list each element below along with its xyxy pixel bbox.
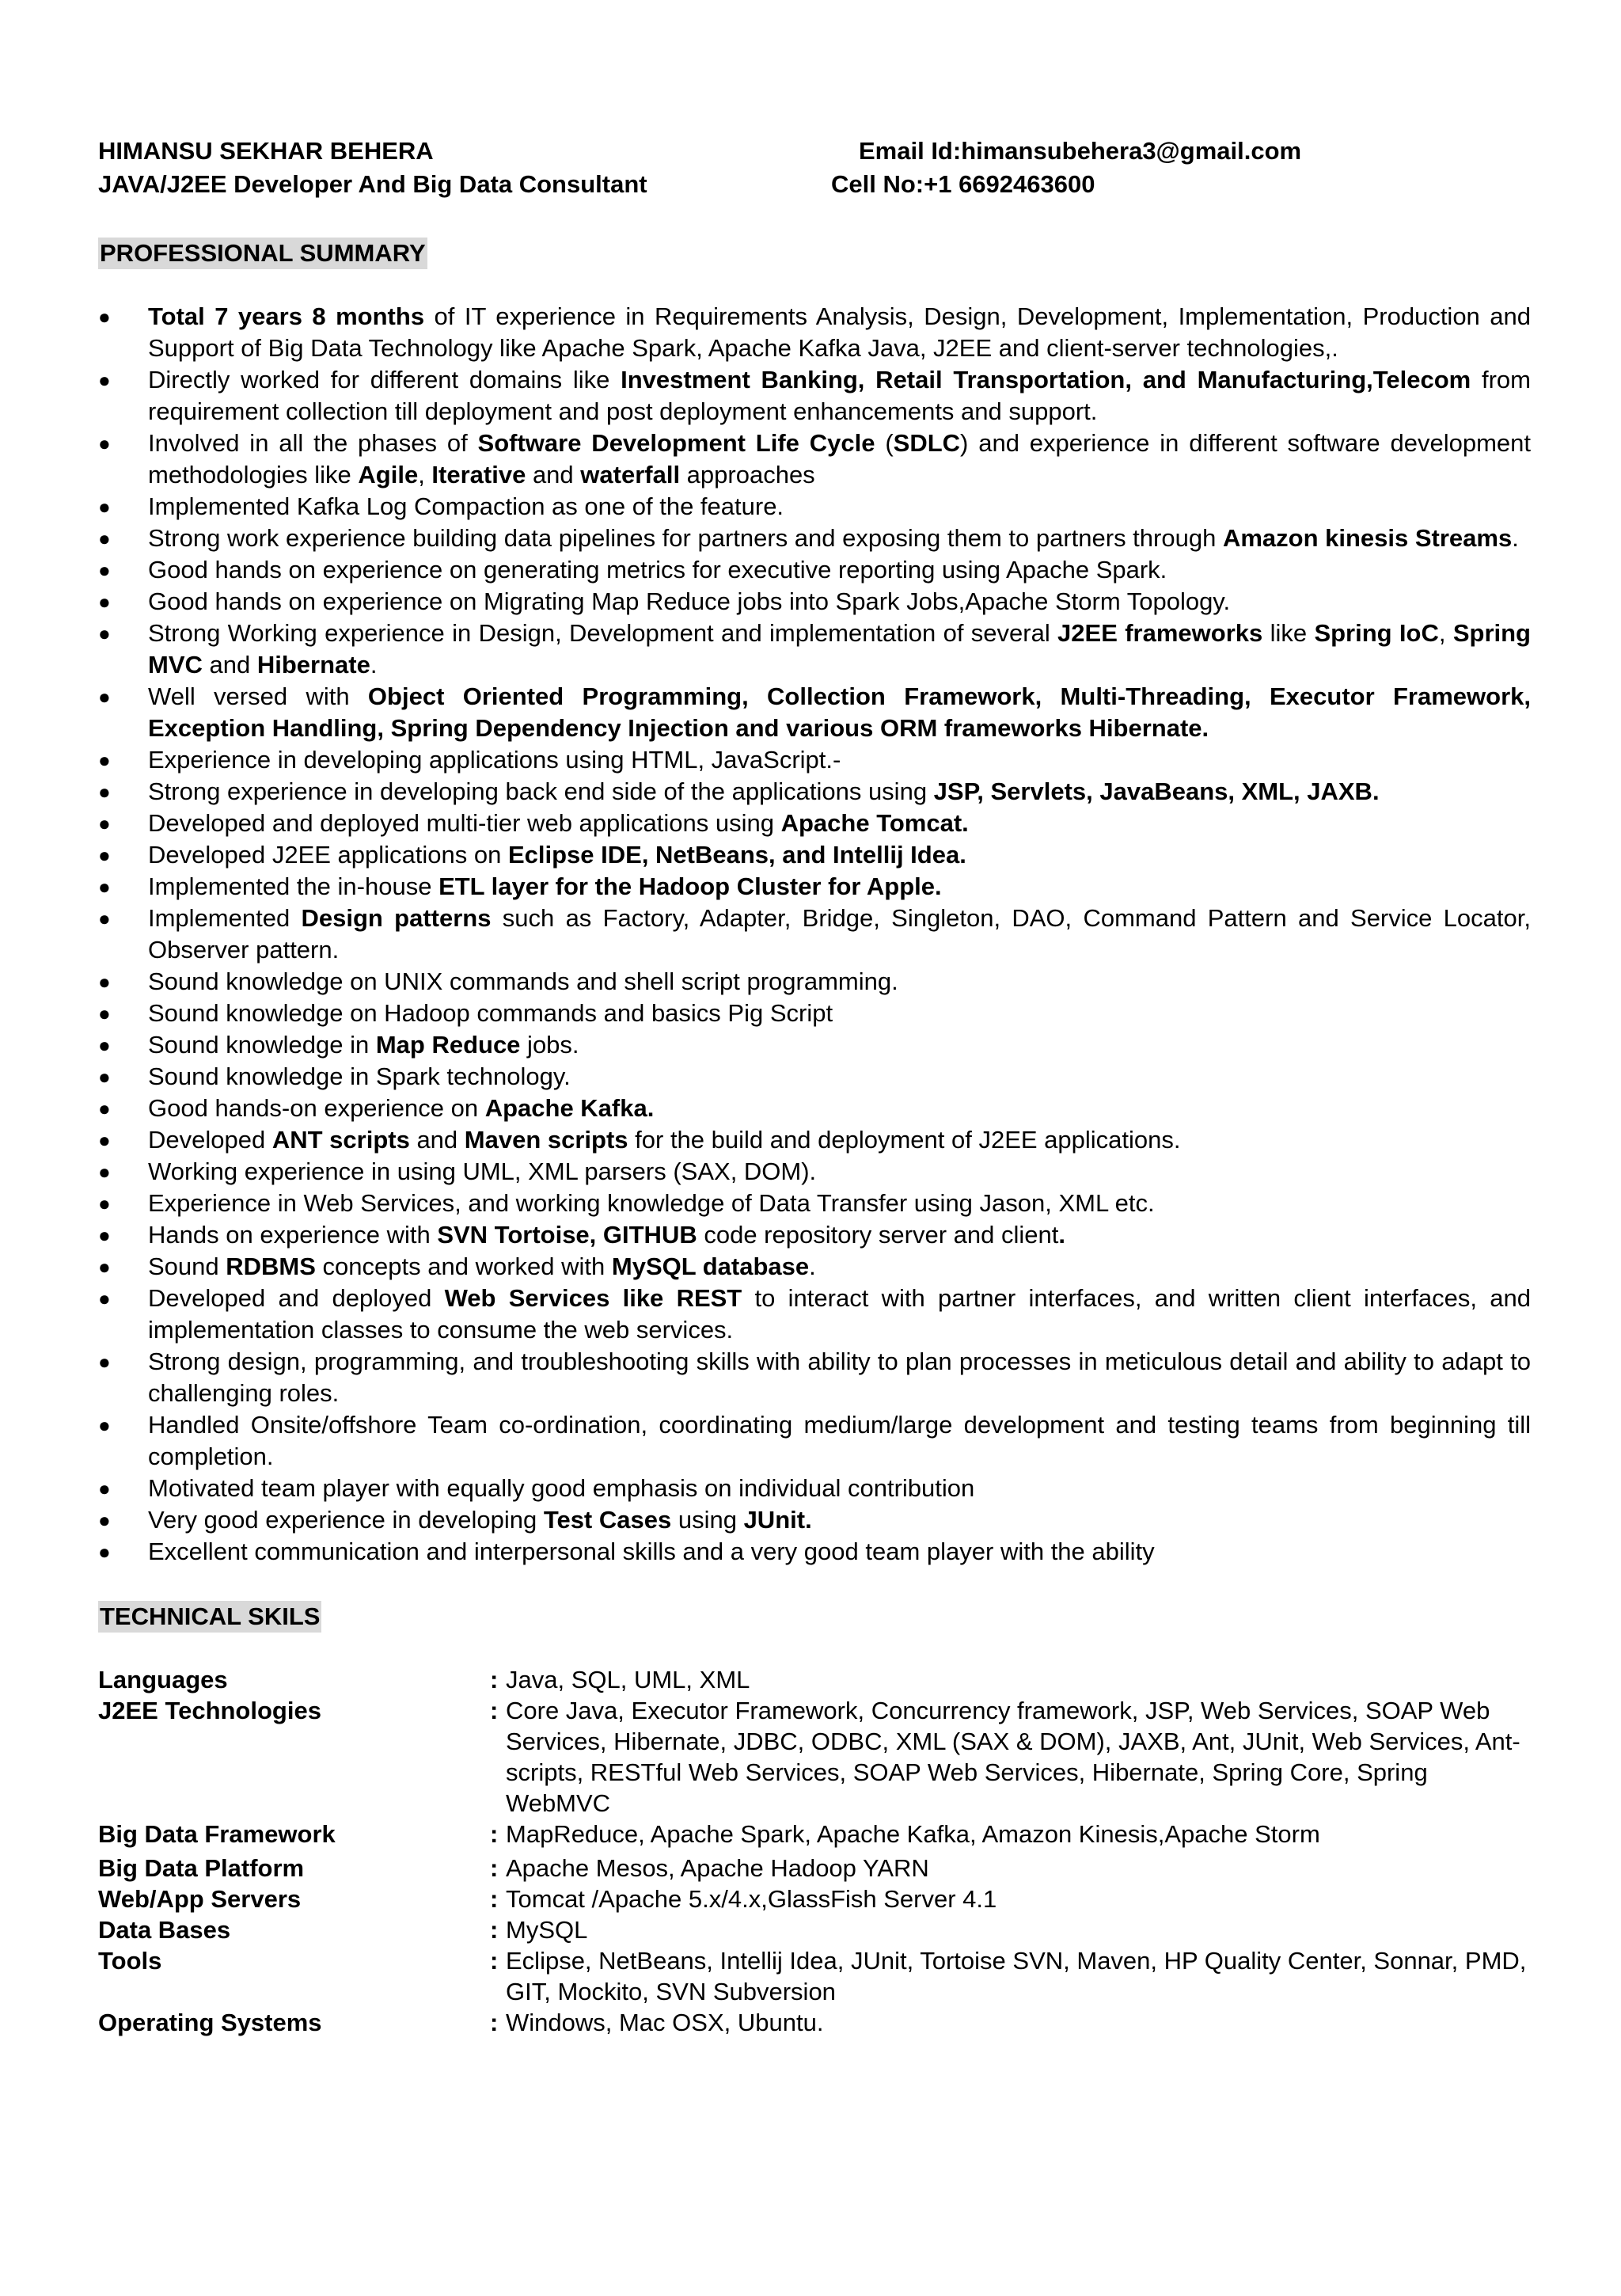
- bullet-icon: ●: [98, 685, 111, 709]
- summary-item-bold-text: Design patterns: [301, 904, 492, 932]
- summary-item-text: Sound knowledge in: [148, 1031, 376, 1059]
- summary-item: [98, 301, 1531, 364]
- summary-item-text: Excellent communication and interpersonal skills and a very good team player with the ability: [148, 1538, 1155, 1565]
- summary-item-text: .: [1512, 524, 1519, 552]
- summary-item: [98, 1504, 1531, 1536]
- summary-item-text: Strong Working experience in Design, Development and implementation of several: [148, 619, 1058, 647]
- summary-item-text: Experience in developing applications using HTML, JavaScript.-: [148, 746, 841, 774]
- summary-item-bold-text: Apache Tomcat.: [780, 809, 969, 837]
- job-title: JAVA/J2EE Developer And Big Data Consultant: [98, 170, 647, 198]
- summary-item-text: using: [671, 1506, 744, 1534]
- summary-item: [98, 428, 1531, 491]
- summary-item: [98, 1188, 1531, 1219]
- summary-item-text: Good hands-on experience on: [148, 1094, 485, 1122]
- bullet-icon: ●: [98, 875, 111, 899]
- summary-item: [98, 1061, 1531, 1093]
- skill-category: Data Bases: [98, 1916, 231, 1944]
- summary-item-text: Developed and deployed: [148, 1284, 445, 1312]
- summary-item: [98, 776, 1531, 808]
- skill-colon: :: [490, 2009, 499, 2036]
- summary-item-bold-text: MySQL database: [611, 1253, 810, 1280]
- summary-item-bold-text: Eclipse IDE, NetBeans, and Intellij Idea.: [507, 841, 966, 869]
- skill-category: Big Data Framework: [98, 1820, 336, 1848]
- summary-item-bold-text: Agile: [358, 461, 419, 488]
- summary-item: [98, 808, 1531, 839]
- bullet-icon: ●: [98, 1350, 111, 1374]
- summary-item: [98, 1156, 1531, 1188]
- bullet-icon: ●: [98, 907, 111, 930]
- bullet-icon: ●: [98, 431, 111, 455]
- summary-item: [98, 1536, 1531, 1568]
- summary-item-text: Hands on experience with: [148, 1221, 438, 1249]
- summary-item-bold-text: Spring MVC: [148, 619, 1531, 679]
- summary-item: [98, 1283, 1531, 1346]
- bullet-icon: ●: [98, 843, 111, 867]
- skill-category: Tools: [98, 1947, 162, 1975]
- summary-item-text: Strong design, programming, and troubleshooting skills with ability to plan processes in meticulous detail and ability to adapt to challenging roles.: [148, 1348, 1531, 1407]
- header-row-1: [98, 135, 1531, 168]
- summary-item-text: jobs.: [520, 1031, 579, 1059]
- summary-item-text: of IT experience in Requirements Analysis, Design, Development, Implementation, Production and Support of Big Data Technology like Apache Spark, Apache Kafka Java, J2EE and client-server technologies,.: [148, 302, 1531, 362]
- professional-summary-heading: PROFESSIONAL SUMMARY: [98, 238, 427, 269]
- candidate-name: HIMANSU SEKHAR BEHERA: [98, 137, 434, 165]
- summary-item-bold-text: Hibernate: [256, 651, 370, 679]
- skill-row: [98, 1664, 1531, 1695]
- skill-values: Tomcat /Apache 5.x/4.x,GlassFish Server 4.1: [506, 1885, 997, 1913]
- summary-item-text: Implemented the in-house: [148, 872, 439, 900]
- summary-item-text: concepts and worked with: [315, 1253, 612, 1280]
- summary-item-text: and: [526, 461, 581, 488]
- bullet-icon: ●: [98, 748, 111, 772]
- summary-item-text: Sound knowledge in Spark technology.: [148, 1062, 571, 1090]
- summary-item: [98, 1409, 1531, 1473]
- resume-page: [98, 135, 1531, 2038]
- bullet-icon: ●: [98, 1287, 111, 1310]
- summary-item-text: code repository server and client: [697, 1221, 1059, 1249]
- bullet-icon: ●: [98, 1128, 111, 1152]
- bullet-icon: ●: [98, 526, 111, 550]
- summary-item-bold-text: SDLC: [893, 429, 961, 457]
- summary-item: [98, 998, 1531, 1029]
- summary-item: [98, 586, 1531, 618]
- skill-colon: :: [490, 1947, 499, 1975]
- bullet-icon: ●: [98, 1065, 111, 1089]
- skill-colon: :: [490, 1697, 499, 1724]
- summary-item-bold-text: RDBMS: [226, 1253, 316, 1280]
- summary-item-text: Directly worked for different domains like: [148, 366, 621, 393]
- bullet-icon: ●: [98, 1477, 111, 1500]
- skill-colon: :: [490, 1820, 499, 1848]
- summary-item: [98, 1251, 1531, 1283]
- summary-item-bold-text: Maven scripts: [464, 1126, 628, 1154]
- skill-category: Operating Systems: [98, 2009, 322, 2036]
- summary-item: [98, 1124, 1531, 1156]
- summary-item-bold-text: Test Cases: [543, 1506, 672, 1534]
- bullet-icon: ●: [98, 970, 111, 994]
- bullet-icon: ●: [98, 368, 111, 392]
- summary-item-text: .: [370, 651, 378, 679]
- summary-item: [98, 681, 1531, 744]
- summary-item-text: Strong work experience building data pipelines for partners and exposing them to partners through: [148, 524, 1223, 552]
- bullet-icon: ●: [98, 590, 111, 614]
- summary-item-bold-text: Map Reduce: [375, 1031, 521, 1059]
- skill-row: [98, 1849, 1531, 1884]
- skill-row: [98, 1819, 1531, 1849]
- summary-item-bold-text: Iterative: [431, 461, 526, 488]
- bullet-icon: ●: [98, 1097, 111, 1120]
- summary-item: [98, 1219, 1531, 1251]
- summary-item-bold-text: J2EE frameworks: [1057, 619, 1263, 647]
- summary-item-text: like: [1262, 619, 1315, 647]
- summary-item-text: Implemented: [148, 904, 302, 932]
- summary-item-bold-text: Investment Banking, Retail Transportation, and Manufacturing,Telecom: [621, 366, 1471, 393]
- summary-item-text: Very good experience in developing: [148, 1506, 544, 1534]
- technical-skills-heading: TECHNICAL SKILS: [98, 1601, 321, 1633]
- summary-item-text: Sound: [148, 1253, 226, 1280]
- summary-item-bold-text: ANT scripts: [271, 1126, 410, 1154]
- summary-item-bold-text: Spring IoC: [1314, 619, 1439, 647]
- summary-item-text: Involved in all the phases of: [148, 429, 478, 457]
- bullet-icon: ●: [98, 622, 111, 645]
- summary-item-text: Working experience in using UML, XML parsers (SAX, DOM).: [148, 1158, 817, 1185]
- skill-values: Apache Mesos, Apache Hadoop YARN: [506, 1854, 929, 1882]
- summary-item-bold-text: Object Oriented Programming, Collection Framework, Multi-Threading, Executor Framework, Exception Handling, Spring Dependency Injection and various ORM frameworks Hibernate.: [148, 682, 1531, 742]
- summary-item: [98, 491, 1531, 523]
- skill-values: Java, SQL, UML, XML: [506, 1666, 750, 1693]
- bullet-icon: ●: [98, 1192, 111, 1215]
- summary-item-text: such as Factory, Adapter, Bridge, Singleton, DAO, Command Pattern and Service Locator, Observer pattern.: [148, 904, 1531, 964]
- skill-values: Windows, Mac OSX, Ubuntu.: [506, 2009, 824, 2036]
- bullet-icon: ●: [98, 780, 111, 804]
- summary-item-text: Sound knowledge on UNIX commands and shell script programming.: [148, 967, 898, 995]
- skill-row: [98, 1884, 1531, 1914]
- bullet-icon: ●: [98, 558, 111, 582]
- summary-item-text: .: [809, 1253, 816, 1280]
- summary-item-bold-text: JUnit.: [743, 1506, 812, 1534]
- skill-colon: :: [490, 1666, 499, 1693]
- summary-item-text: ,: [1438, 619, 1453, 647]
- summary-item: [98, 966, 1531, 998]
- skill-row: [98, 1695, 1531, 1819]
- skill-category: Languages: [98, 1666, 228, 1693]
- summary-item-text: Handled Onsite/offshore Team co-ordination, coordinating medium/large development and testing teams from beginning till completion.: [148, 1411, 1531, 1470]
- summary-item-bold-text: ETL layer for the Hadoop Cluster for Apple.: [438, 872, 942, 900]
- summary-item-text: Good hands on experience on Migrating Map Reduce jobs into Spark Jobs,Apache Storm Topology.: [148, 587, 1231, 615]
- bullet-icon: ●: [98, 1508, 111, 1532]
- summary-item-text: for the build and deployment of J2EE applications.: [628, 1126, 1181, 1154]
- summary-item-text: ) and experience in different software development methodologies like: [148, 429, 1532, 488]
- summary-item-text: Good hands on experience on generating metrics for executive reporting using Apache Spark.: [148, 556, 1167, 584]
- skill-category: Big Data Platform: [98, 1854, 305, 1882]
- skill-values: MySQL: [506, 1916, 588, 1944]
- summary-item: [98, 903, 1531, 966]
- bullet-icon: ●: [98, 305, 111, 329]
- bullet-icon: ●: [98, 1160, 111, 1184]
- bullet-icon: ●: [98, 1223, 111, 1247]
- summary-item: [98, 839, 1531, 871]
- summary-item-text: Sound knowledge on Hadoop commands and basics Pig Script: [148, 999, 833, 1027]
- summary-item-text: Experience in Web Services, and working knowledge of Data Transfer using Jason, XML etc.: [148, 1189, 1155, 1217]
- skill-colon: :: [490, 1885, 499, 1913]
- skill-colon: :: [490, 1916, 499, 1944]
- summary-list: [98, 301, 1531, 1568]
- summary-item: [98, 618, 1531, 681]
- summary-item-bold-text: JSP, Servlets, JavaBeans, XML, JAXB.: [933, 777, 1380, 805]
- summary-item-bold-text: Amazon kinesis Streams: [1222, 524, 1513, 552]
- summary-item-text: Well versed with: [148, 682, 368, 710]
- bullet-icon: ●: [98, 1002, 111, 1025]
- summary-item: [98, 523, 1531, 554]
- summary-item-bold-text: Web Services like REST: [444, 1284, 742, 1312]
- summary-item: [98, 871, 1531, 903]
- summary-item-text: and: [409, 1126, 465, 1154]
- summary-item-bold-text: Total 7 years 8 months: [148, 302, 425, 330]
- skill-colon: :: [490, 1854, 499, 1882]
- summary-item: [98, 1029, 1531, 1061]
- cell-number: Cell No:+1 6692463600: [831, 170, 1095, 198]
- summary-item: [98, 1346, 1531, 1409]
- bullet-icon: ●: [98, 495, 111, 519]
- summary-item-text: Developed: [148, 1126, 272, 1154]
- summary-item-bold-text: waterfall: [580, 461, 681, 488]
- summary-item: [98, 1473, 1531, 1504]
- summary-item: [98, 744, 1531, 776]
- skill-row: [98, 2007, 1531, 2038]
- summary-item-text: (: [875, 429, 894, 457]
- summary-item-bold-text: Apache Kafka.: [484, 1094, 655, 1122]
- header-row-2: [98, 168, 1531, 201]
- summary-item-text: and: [202, 651, 257, 679]
- summary-item-text: Strong experience in developing back end side of the applications using: [148, 777, 934, 805]
- summary-item: [98, 364, 1531, 428]
- skill-values: Core Java, Executor Framework, Concurrency framework, JSP, Web Services, SOAP Web Services, Hibernate, JDBC, ODBC, XML (SAX & DOM), JAXB, Ant, JUnit, Web Services, Ant-scripts, RESTful Web Services, SOAP Web Services, Hibernate, Spring Core, Spring WebMVC: [506, 1697, 1520, 1817]
- summary-item-text: from requirement collection till deployment and post deployment enhancements and support.: [148, 366, 1531, 425]
- summary-item-text: ,: [418, 461, 432, 488]
- summary-item: [98, 554, 1531, 586]
- skill-row: [98, 1914, 1531, 1945]
- skill-values: MapReduce, Apache Spark, Apache Kafka, Amazon Kinesis,Apache Storm: [506, 1820, 1320, 1848]
- summary-item-text: Motivated team player with equally good emphasis on individual contribution: [148, 1474, 975, 1502]
- bullet-icon: ●: [98, 1033, 111, 1057]
- bullet-icon: ●: [98, 1540, 111, 1564]
- summary-item-text: Developed J2EE applications on: [148, 841, 508, 869]
- email-text: Email Id:himansubehera3@gmail.com: [859, 137, 1302, 165]
- summary-item-text: Implemented Kafka Log Compaction as one of the feature.: [148, 492, 784, 520]
- summary-item-text: approaches: [680, 461, 815, 488]
- summary-item-bold-text: .: [1058, 1221, 1065, 1249]
- summary-item-bold-text: Software Development Life Cycle: [477, 429, 875, 457]
- skill-category: J2EE Technologies: [98, 1697, 321, 1724]
- bullet-icon: ●: [98, 812, 111, 835]
- skill-values: Eclipse, NetBeans, Intellij Idea, JUnit, Tortoise SVN, Maven, HP Quality Center, Sonnar, PMD, GIT, Mockito, SVN Subversion: [506, 1947, 1527, 2005]
- skill-row: [98, 1945, 1531, 2007]
- summary-item-text: to interact with partner interfaces, and written client interfaces, and implementation classes to consume the web services.: [148, 1284, 1531, 1344]
- skills-table: [98, 1664, 1531, 2038]
- summary-item: [98, 1093, 1531, 1124]
- summary-item-text: Developed and deployed multi-tier web applications using: [148, 809, 781, 837]
- summary-item-bold-text: SVN Tortoise, GITHUB: [437, 1221, 697, 1249]
- skill-category: Web/App Servers: [98, 1885, 302, 1913]
- bullet-icon: ●: [98, 1255, 111, 1279]
- bullet-icon: ●: [98, 1413, 111, 1437]
